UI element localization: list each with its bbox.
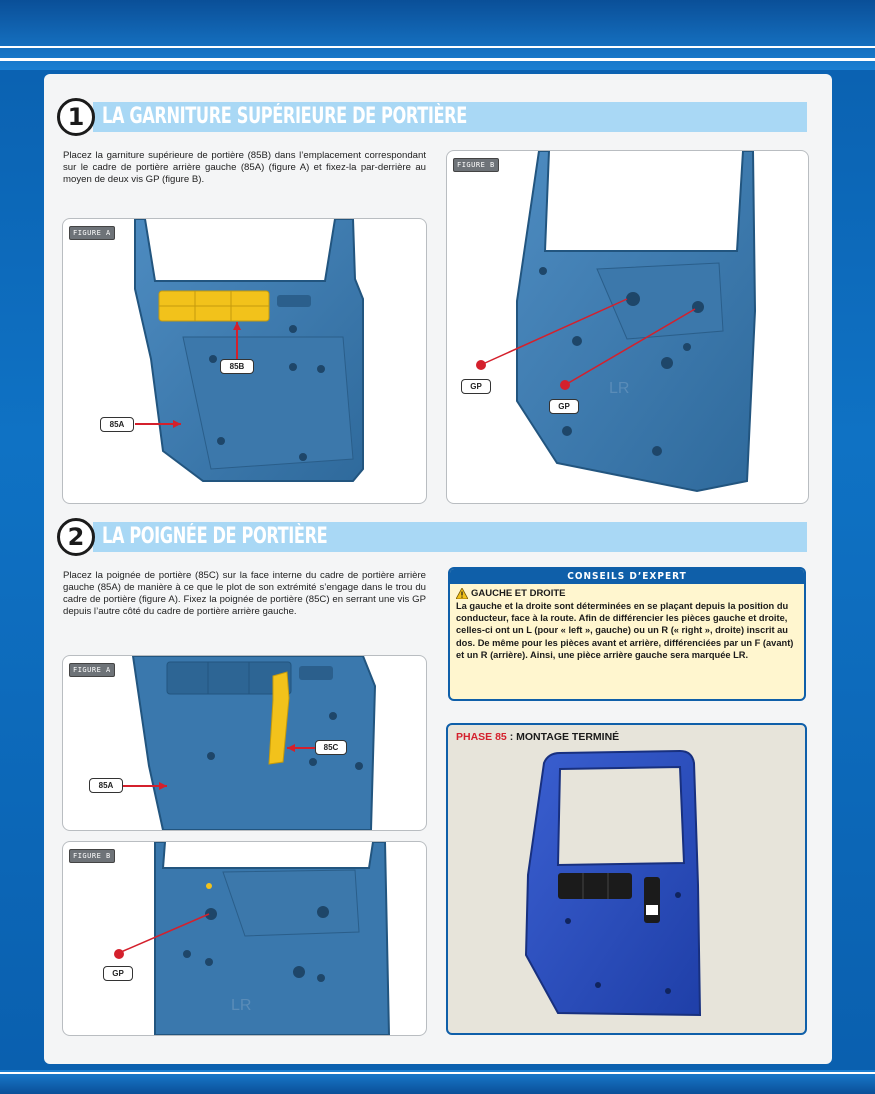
header-stripe [0, 58, 875, 61]
figure-label: FIGURE B [69, 849, 115, 863]
warning-icon [456, 588, 468, 599]
callout-85b: 85B [220, 359, 254, 374]
callout-gp-screw: GP [103, 966, 133, 981]
expert-tips-box [448, 567, 806, 701]
expert-tips-heading: CONSEILS D’EXPERT [450, 569, 804, 584]
callout-gp-screw: GP [549, 399, 579, 414]
callout-85a: 85A [100, 417, 134, 432]
section-2-title: LA POIGNÉE DE PORTIÈRE [102, 524, 328, 549]
callout-gp-screw: GP [461, 379, 491, 394]
engraving-lr: LR [231, 997, 252, 1014]
engraving-lr: LR [609, 380, 630, 397]
figure-2b [62, 841, 427, 1036]
figure-1a [62, 218, 427, 504]
callout-85c: 85C [315, 740, 347, 755]
expert-tips-title: GAUCHE ET DROITE [471, 588, 566, 599]
door-frame-handle-illustration [63, 656, 426, 830]
section-1-instructions: Placez la garniture supérieure de portière (85B) dans l’emplacement correspondant sur le cadre de portière arrière gauche (85A) (figure A) et fixez-la par-derrière au moyen de deux vis GP (figure B). [63, 150, 426, 185]
phase-status: MONTAGE TERMINÉ [516, 731, 620, 743]
phase-complete-panel [446, 723, 807, 1035]
figure-label: FIGURE A [69, 226, 115, 240]
phase-separator: : [506, 731, 517, 743]
section-2-instructions: Placez la poignée de portière (85C) sur la face interne du cadre de portière arrière gauche (85A) de manière à ce que le plot de son extrémité s’engage dans le trou du cadre de portière (figure A). Fixez la poignée de portière (85C) en serrant une vis GP depuis l’autre côté du cadre de portière arrière gauche. [63, 570, 426, 617]
header-stripe [0, 46, 875, 48]
figure-2a [62, 655, 427, 831]
door-frame-back-illustration [447, 151, 808, 503]
footer-stripe [0, 1072, 875, 1074]
phase-label: PHASE 85 [456, 731, 507, 743]
step-number-2: 2 [57, 518, 95, 556]
section-1-title: LA GARNITURE SUPÉRIEURE DE PORTIÈRE [102, 104, 467, 129]
figure-label: FIGURE B [453, 158, 499, 172]
figure-1b [446, 150, 809, 504]
step-number-1: 1 [57, 98, 95, 136]
figure-label: FIGURE A [69, 663, 115, 677]
phase-title [456, 731, 619, 743]
finished-door-illustration [448, 745, 805, 1035]
door-frame-back-illustration [63, 842, 426, 1035]
callout-85a: 85A [89, 778, 123, 793]
expert-tips-text: La gauche et la droite sont déterminées en se plaçant depuis la position du conducteur, face à la route. Afin de différencier les pièces gauche et droite, celles-ci ont un L (pour « left », gauche) ou un R (« right », droite) inscrit au dos. De même pour les pièces avant et arrière, différenciées par un F (avant) et un R (arrière). Ainsi, une pièce arrière gauche sera marquée LR. [456, 601, 794, 660]
